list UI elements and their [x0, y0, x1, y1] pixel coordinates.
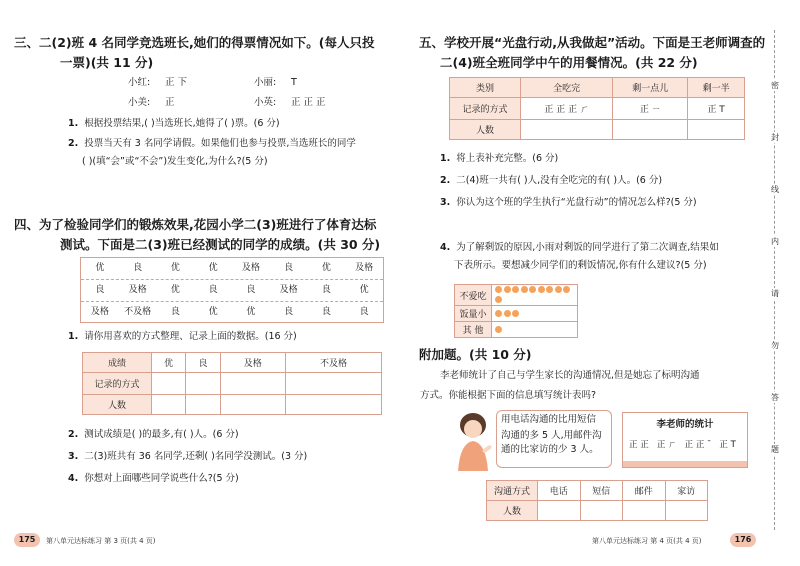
score-cell: 优 — [208, 307, 218, 317]
reason-dot — [529, 286, 536, 293]
s4-row-label: 人数 — [83, 395, 152, 415]
binding-char: 请 — [771, 289, 779, 298]
s4-q4: 4. 你想对上面哪些同学说些什么?(5 分) — [68, 473, 239, 484]
bonus-blank-cell[interactable] — [665, 501, 708, 521]
bonus-line1: 李老师统计了自己与学生家长的沟通情况,但是她忘了标明沟通 — [440, 370, 700, 381]
s3-q2: 2. 投票当天有 3 名同学请假。如果他们也参与投票,当选班长的同学 — [68, 138, 356, 149]
footer-right: 第八单元达标练习 第 4 页(共 4 页) — [592, 537, 702, 545]
s5-tally-cell: 正 正 正 ㄏ — [521, 98, 613, 120]
s4-blank-cell[interactable] — [186, 395, 220, 415]
reason-dot — [504, 286, 511, 293]
bonus-table-header: 短信 — [580, 481, 623, 501]
reason-dot — [521, 286, 528, 293]
s5-table-header: 全吃完 — [521, 78, 613, 98]
speech-bubble — [496, 410, 612, 468]
stat-tally: 正 正 ˉ — [684, 440, 712, 450]
s4-table-header: 良 — [186, 353, 220, 373]
bonus-table-header: 邮件 — [623, 481, 666, 501]
bonus-row-label: 人数 — [487, 501, 538, 521]
score-grid-row — [81, 258, 383, 280]
section-5-title-line1: 五、学校开展“光盘行动,从我做起”活动。下面是王老师调查的 — [419, 35, 766, 50]
bonus-blank-cell[interactable] — [580, 501, 623, 521]
s4-blank-cell[interactable] — [285, 395, 381, 415]
reason-dots — [492, 306, 578, 322]
section-3-title-line1: 三、二(2)班 4 名同学竞选班长,她们的得票情况如下。(每人只投 — [14, 35, 375, 50]
s5-q3: 3. 你认为这个班的学生执行“光盘行动”的情况怎么样?(5 分) — [440, 197, 697, 208]
reason-dot — [538, 286, 545, 293]
reason-dots — [492, 285, 578, 306]
score-cell: 及格 — [241, 263, 260, 273]
s5-blank-cell[interactable] — [613, 120, 688, 140]
reason-dot — [504, 310, 511, 317]
s4-blank-cell[interactable] — [220, 373, 285, 395]
bubble-line2: 沟通的多 5 人,用邮件沟 — [501, 430, 602, 441]
reason-dot — [512, 310, 519, 317]
s4-blank-cell[interactable] — [152, 373, 186, 395]
score-cell: 良 — [359, 307, 369, 317]
bonus-title: 附加题。(共 10 分) — [419, 347, 532, 362]
score-cell: 及格 — [355, 263, 374, 273]
reason-label: 不爱吃 — [455, 285, 492, 306]
vote-name-xiaoying: 小英: — [254, 97, 277, 108]
score-cell: 优 — [246, 307, 256, 317]
s5-blank-cell[interactable] — [521, 120, 613, 140]
score-cell: 良 — [284, 263, 294, 273]
s5-tally-cell: 正 T — [688, 98, 745, 120]
score-grid — [80, 257, 384, 323]
s4-q3: 3. 二(3)班共有 36 名同学,还剩( )名同学没测试。(3 分) — [68, 451, 308, 462]
binding-char: 封 — [771, 133, 779, 142]
section-3-title-line2: 一票)(共 11 分) — [60, 55, 154, 70]
binding-char: 题 — [771, 445, 779, 454]
score-cell: 优 — [95, 263, 105, 273]
teacher-illustration — [448, 411, 498, 471]
s4-blank-cell[interactable] — [220, 395, 285, 415]
s5-q4-line2: 下表所示。要想减少同学们的剩饭情况,你有什么建议?(5 分) — [454, 260, 707, 271]
s5-blank-cell[interactable] — [688, 120, 745, 140]
score-cell: 优 — [208, 263, 218, 273]
stat-tally: 正 正 — [629, 440, 649, 450]
s5-table-header: 剩一点儿 — [613, 78, 688, 98]
score-cell: 良 — [133, 263, 143, 273]
s4-table-header: 不及格 — [285, 353, 381, 373]
binding-dashed-line — [774, 30, 775, 530]
score-cell: 良 — [208, 285, 218, 295]
score-cell: 良 — [321, 307, 331, 317]
reason-dots — [492, 322, 578, 338]
reason-dot — [546, 286, 553, 293]
s5-q2: 2. 二(4)班一共有( )人,没有全吃完的有( )人。(6 分) — [440, 175, 663, 186]
vote-name-xiaoli: 小丽: — [254, 77, 277, 88]
s3-q1: 1. 根据投票结果,( )当选班长,她得了( )票。(6 分) — [68, 118, 280, 129]
reason-dot — [555, 286, 562, 293]
s4-blank-cell[interactable] — [186, 373, 220, 395]
score-cell: 及格 — [128, 285, 147, 295]
stat-card-tallies — [623, 438, 747, 450]
s4-table-header: 优 — [152, 353, 186, 373]
stat-card — [622, 412, 748, 468]
bubble-line3: 通的比家访的少 3 人。 — [501, 444, 599, 455]
bonus-line2: 方式。你能根据下面的信息填写统计表吗? — [420, 390, 597, 401]
reason-dot — [512, 286, 519, 293]
binding-char: 答 — [771, 393, 779, 402]
score-cell: 不及格 — [124, 307, 152, 317]
score-cell: 及格 — [90, 307, 109, 317]
stat-tally: 正 T — [719, 440, 736, 450]
reason-dot — [563, 286, 570, 293]
s4-record-table — [82, 352, 382, 415]
bonus-table-header: 家访 — [665, 481, 708, 501]
s5-tally-cell: 正 ㄧ — [613, 98, 688, 120]
section-4-title-line1: 四、为了检验同学们的锻炼效果,花园小学二(3)班进行了体育达标 — [14, 217, 377, 232]
s5-q1: 1. 将上表补充完整。(6 分) — [440, 153, 559, 164]
stat-card-ground — [623, 461, 747, 467]
score-cell: 良 — [321, 285, 331, 295]
score-cell: 优 — [170, 285, 180, 295]
page-number-left: 175 — [14, 533, 40, 547]
reason-label: 其 他 — [455, 322, 492, 338]
s5-table-header: 剩一半 — [688, 78, 745, 98]
reason-dot — [495, 310, 502, 317]
bonus-table-header: 沟通方式 — [487, 481, 538, 501]
vote-tally-xiaomei: 正 — [165, 97, 175, 108]
bonus-blank-cell[interactable] — [538, 501, 581, 521]
reason-dot — [495, 326, 502, 333]
s4-blank-cell[interactable] — [152, 395, 186, 415]
vote-name-xiaohong: 小红: — [128, 77, 151, 88]
section-5-title-line2: 二(4)班全班同学中午的用餐情况。(共 22 分) — [440, 55, 698, 70]
s4-table-header: 及格 — [220, 353, 285, 373]
vote-tally-xiaoying: 正 正 正 — [291, 97, 326, 108]
score-grid-row — [81, 302, 383, 323]
reason-label: 饭量小 — [455, 306, 492, 322]
score-grid-row — [81, 280, 383, 302]
stat-card-title: 李老师的统计 — [656, 419, 714, 430]
s4-q1: 1. 请你用喜欢的方式整理、记录上面的数据。(16 分) — [68, 331, 297, 342]
score-cell: 及格 — [279, 285, 298, 295]
s4-blank-cell[interactable] — [285, 373, 381, 395]
bubble-line1: 用电话沟通的比用短信 — [501, 414, 597, 425]
score-cell: 优 — [359, 285, 369, 295]
s5-row-label: 人数 — [450, 120, 521, 140]
stat-tally: 正 ㄏ — [656, 440, 677, 450]
s4-q2: 2. 测试成绩是( )的最多,有( )人。(6 分) — [68, 429, 239, 440]
score-cell: 良 — [95, 285, 105, 295]
score-cell: 良 — [246, 285, 256, 295]
binding-margin — [748, 0, 800, 566]
vote-tally-xiaoli: T — [291, 77, 297, 88]
binding-char: 密 — [771, 81, 779, 90]
s4-table-header: 成绩 — [83, 353, 152, 373]
vote-name-xiaomei: 小美: — [128, 97, 151, 108]
reason-dot — [495, 296, 502, 303]
bonus-table — [486, 480, 708, 521]
score-cell: 优 — [321, 263, 331, 273]
score-cell: 优 — [170, 263, 180, 273]
s5-reason-table — [454, 284, 578, 338]
section-4-title-line2: 测试。下面是二(3)班已经测试的同学的成绩。(共 30 分) — [60, 237, 381, 252]
binding-char: 内 — [771, 237, 779, 246]
s3-q2-line2: ( )(填“会”或“不会”)发生变化,为什么?(5 分) — [82, 156, 268, 167]
s4-row-label: 记录的方式 — [83, 373, 152, 395]
vote-tally-xiaohong: 正 下 — [165, 77, 188, 88]
score-cell: 良 — [284, 307, 294, 317]
reason-dot — [495, 286, 502, 293]
bonus-table-header: 电话 — [538, 481, 581, 501]
bonus-blank-cell[interactable] — [623, 501, 666, 521]
s5-q4: 4. 为了解剩饭的原因,小雨对剩饭的同学进行了第二次调查,结果如 — [440, 242, 719, 253]
s5-meal-table — [449, 77, 745, 140]
score-cell: 良 — [170, 307, 180, 317]
page-number-right: 176 — [730, 533, 756, 547]
s5-row-label: 记录的方式 — [450, 98, 521, 120]
s5-table-header: 类别 — [450, 78, 521, 98]
binding-char: 勿 — [771, 341, 779, 350]
binding-char: 线 — [771, 185, 779, 194]
footer-left: 第八单元达标练习 第 3 页(共 4 页) — [46, 537, 156, 545]
